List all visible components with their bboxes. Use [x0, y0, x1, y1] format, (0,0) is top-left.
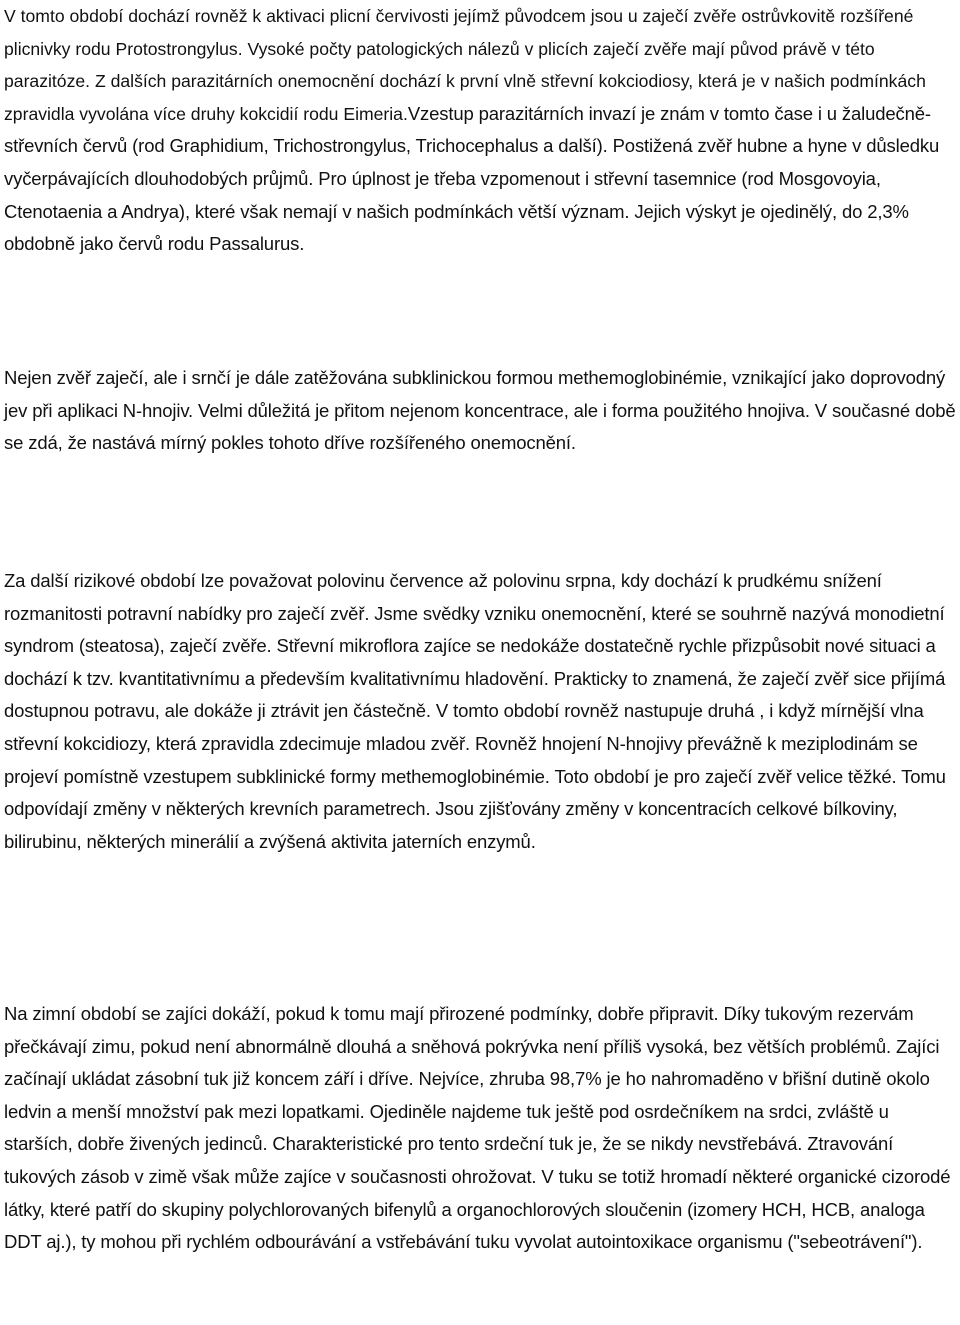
paragraph-parasites-rest: Vzestup parazitárních invazí je znám v tomto čase i u žaludečně-střevních červů (rod Graphidium, Trichostrongylus, Trichocephalus a další). Postižená zvěř hubne a hyne v důsledku vyčerpávajících dlouhodobých průjmů. Pro úplnost je třeba vzpomenout i střevní tasemnice (rod Mosgovoyia, Ctenotaenia a Andrya), které však nemají v našich podmínkách větší význam. Jejich výskyt je ojedinělý, do 2,3% obdobně jako červů rodu Passalurus.	[4, 102, 940, 255]
paragraph-methemoglobinemia: Nejen zvěř zaječí, ale i srnčí je dále zatěžována subklinickou formou methemoglobinémie, vznikající jako doprovodný jev při aplikaci N-hnojiv. Velmi důležitá je přitom nejenom koncentrace, ale i forma použitého hnojiva. V současné době se zdá, že nastává mírný pokles tohoto dříve rozšířeného onemocnění.	[4, 367, 956, 454]
paragraph-parasites	[4, 0, 959, 261]
paragraph-parasites-lead: V tomto období dochází rovněž k aktivaci plicní červivosti jejímž původcem jsou u zaječí zvěře ostrůvkovitě rozšířené plicnivky rodu Protostrongylus. Vysoké počty patologických nálezů v plicích zaječí zvěře mají původ právě v této parazitóze. Z dalších parazitárních onemocnění dochází k první vlně střevní kokciodiosy, která je v našich podmínkách zpravidla vyvolána více druhy kokcidií rodu Eimeria.	[4, 6, 926, 124]
paragraph-winter: Na zimní období se zajíci dokáží, pokud k tomu mají přirozené podmínky, dobře připravit. Díky tukovým rezervám přečkávají zimu, pokud není abnormálně dlouhá a sněhová pokrývka není příliš vysoká, bez větších problémů. Zajíci začínají ukládat zásobní tuk již koncem září i dříve. Nejvíce, zhruba 98,7% je ho nahromaděno v břišní dutině okolo ledvin a menší množství pak mezi lopatkami. Ojediněle najdeme tuk ještě pod osrdečníkem na srdci, zvláště u starších, dobře živených jedinců. Charakteristické pro tento srdeční tuk je, že se nikdy nevstřebává. Ztravování tukových zásob v zimě však může zajíce v současnosti ohrožovat. V tuku se totiž hromadí některé organické cizorodé látky, které patří do skupiny polychlorovaných bifenylů a organochlorových sloučenin (izomery HCH, HCB, analoga DDT aj.), ty mohou při rychlém odbourávání a vstřebávání tuku vyvolat autointoxikace organismu ("sebeotrávení").	[4, 1003, 951, 1253]
paragraph-summer-risk: Za další rizikové období lze považovat polovinu července až polovinu srpna, kdy dochází k prudkému snížení rozmanitosti potravní nabídky pro zaječí zvěř. Jsme svědky vzniku onemocnění, které se souhrně nazývá monodietní syndrom (steatosa), zaječí zvěře. Střevní mikroflora zajíce se nedokáže dostatečně rychle přizpůsobit nové situaci a dochází k tzv. kvantitativnímu a především kvalitativnímu hladovění. Prakticky to znamená, že zaječí zvěř sice přijímá dostupnou potravu, ale dokáže ji ztrávit jen částečně. V tomto období rovněž nastupuje druhá , i když mírnější vlna střevní kokcidiozy, která zpravidla zdecimuje mladou zvěř. Rovněž hnojení N-hnojivy převážně k meziplodinám se projeví pomístně vzestupem subklinické formy methemoglobinémie. Toto období je pro zaječí zvěř velice těžké. Tomu odpovídají změny v některých krevních parametrech. Jsou zjišťovány změny v koncentracích celkové bílkoviny, bilirubinu, některých minerálií a zvýšená aktivita jaterních enzymů.	[4, 570, 946, 852]
